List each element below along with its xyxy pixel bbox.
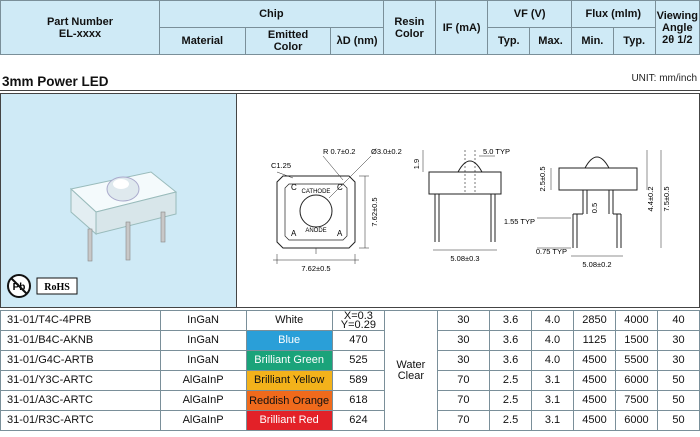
flux-typ-cell: 1500 (615, 331, 657, 351)
unit-label: UNIT: mm/inch (631, 73, 697, 84)
part-number-cell: 31-01/G4C-ARTB (1, 351, 161, 371)
header-vf-max: Max. (530, 28, 572, 55)
part-number-cell: 31-01/R3C-ARTC (1, 411, 161, 431)
flux-min-cell: 4500 (574, 371, 616, 391)
dimension-drawing-svg (237, 94, 699, 307)
svg-text:RoHS: RoHS (44, 282, 70, 293)
flux-typ-cell: 6000 (615, 411, 657, 431)
svg-text:7.5±0.5: 7.5±0.5 (662, 186, 671, 212)
viewing-angle-cell: 30 (657, 331, 699, 351)
header-vf-typ: Typ. (488, 28, 530, 55)
resin-color-cell: Water Clear (385, 311, 437, 431)
header-part-number: Part Number EL-xxxx (1, 1, 160, 55)
table-row (1, 391, 700, 411)
wavelength-cell: 470 (332, 331, 384, 351)
wavelength-cell: 525 (332, 351, 384, 371)
emitted-color-cell: Brilliant Green (246, 351, 332, 371)
svg-text:Pb: Pb (12, 282, 26, 293)
svg-text:7.62±0.5: 7.62±0.5 (301, 264, 331, 273)
header-flux-typ: Typ. (613, 28, 655, 55)
vf-typ-cell: 2.5 (490, 391, 532, 411)
flux-min-cell: 4500 (574, 411, 616, 431)
svg-text:1.9: 1.9 (412, 158, 421, 170)
section-title: 3mm Power LED (2, 74, 109, 89)
spec-data-body (1, 311, 700, 431)
svg-text:5.08±0.3: 5.08±0.3 (450, 254, 480, 263)
dimension-drawing (237, 94, 699, 307)
svg-text:Ø3.0±0.2: Ø3.0±0.2 (371, 147, 402, 156)
vf-typ-cell: 3.6 (490, 351, 532, 371)
header-flux-min: Min. (571, 28, 613, 55)
svg-text:CATHODE: CATHODE (301, 189, 331, 195)
svg-text:2.5±0.5: 2.5±0.5 (538, 166, 547, 192)
vf-max-cell: 4.0 (532, 351, 574, 371)
material-cell: AlGaInP (160, 411, 246, 431)
svg-text:4.4±0.2: 4.4±0.2 (646, 186, 655, 212)
flux-min-cell: 4500 (574, 351, 616, 371)
wavelength-cell: X=0.3 Y=0.29 (332, 311, 384, 331)
table-row (1, 311, 700, 331)
if-cell: 70 (437, 411, 489, 431)
top-view-drawing (273, 156, 371, 264)
part-number-cell: 31-01/Y3C-ARTC (1, 371, 161, 391)
header-viewing-angle: Viewing Angle 2θ 1/2 (655, 1, 699, 55)
svg-text:ANODE: ANODE (305, 228, 327, 234)
svg-text:R 0.7±0.2: R 0.7±0.2 (323, 147, 356, 156)
material-cell: AlGaInP (160, 371, 246, 391)
part-number-cell: 31-01/T4C-4PRB (1, 311, 161, 331)
side-view-drawing (423, 150, 501, 250)
if-cell: 30 (437, 351, 489, 371)
emitted-color-cell: White (246, 311, 332, 331)
emitted-color-cell: Brilliant Yellow (246, 371, 332, 391)
header-vf: VF (V) (488, 1, 572, 28)
svg-text:0.5: 0.5 (590, 202, 599, 214)
svg-text:7.62±0.5: 7.62±0.5 (370, 197, 379, 227)
header-resin-color: Resin Color (383, 1, 435, 55)
spec-data-table (0, 310, 700, 431)
flux-min-cell: 2850 (574, 311, 616, 331)
header-emitted-color: Emitted Color (245, 28, 331, 55)
svg-text:A: A (337, 229, 343, 238)
header-flux: Flux (mlm) (571, 1, 655, 28)
if-cell: 30 (437, 331, 489, 351)
led-product-image (1, 94, 236, 307)
pb-free-icon (8, 275, 30, 297)
emitted-color-cell: Reddish Orange (246, 391, 332, 411)
flux-typ-cell: 7500 (615, 391, 657, 411)
vf-typ-cell: 2.5 (490, 411, 532, 431)
vf-typ-cell: 3.6 (490, 331, 532, 351)
vf-max-cell: 4.0 (532, 331, 574, 351)
table-row (1, 411, 700, 431)
svg-text:C: C (337, 183, 343, 192)
svg-text:1.55 TYP: 1.55 TYP (503, 217, 535, 226)
viewing-angle-cell: 30 (657, 351, 699, 371)
material-cell: InGaN (160, 331, 246, 351)
part-number-cell: 31-01/B4C-AKNB (1, 331, 161, 351)
section-divider (0, 90, 700, 91)
part-number-cell: 31-01/A3C-ARTC (1, 391, 161, 411)
header-chip: Chip (159, 1, 383, 28)
if-cell: 70 (437, 371, 489, 391)
spec-header-table (0, 0, 700, 55)
material-cell: InGaN (160, 351, 246, 371)
svg-text:A: A (291, 229, 297, 238)
flux-typ-cell: 5500 (615, 351, 657, 371)
vf-typ-cell: 3.6 (490, 311, 532, 331)
material-cell: AlGaInP (160, 391, 246, 411)
svg-text:5.08±0.2: 5.08±0.2 (582, 260, 612, 269)
material-cell: InGaN (160, 311, 246, 331)
flux-min-cell: 4500 (574, 391, 616, 411)
emitted-color-cell: Blue (246, 331, 332, 351)
vf-max-cell: 3.1 (532, 371, 574, 391)
header-lambda: λD (nm) (331, 28, 383, 55)
emitted-color-cell: Brilliant Red (246, 411, 332, 431)
table-row (1, 331, 700, 351)
svg-text:5.0 TYP: 5.0 TYP (483, 147, 510, 156)
viewing-angle-cell: 50 (657, 371, 699, 391)
flux-min-cell: 1125 (574, 331, 616, 351)
viewing-angle-cell: 50 (657, 411, 699, 431)
wavelength-cell: 589 (332, 371, 384, 391)
wavelength-cell: 624 (332, 411, 384, 431)
front-view-drawing (537, 150, 661, 256)
header-if: IF (mA) (436, 1, 488, 55)
viewing-angle-cell: 40 (657, 311, 699, 331)
if-cell: 70 (437, 391, 489, 411)
header-material: Material (159, 28, 245, 55)
svg-text:C: C (291, 183, 297, 192)
if-cell: 30 (437, 311, 489, 331)
table-row (1, 371, 700, 391)
flux-typ-cell: 6000 (615, 371, 657, 391)
flux-typ-cell: 4000 (615, 311, 657, 331)
vf-max-cell: 3.1 (532, 411, 574, 431)
wavelength-cell: 618 (332, 391, 384, 411)
viewing-angle-cell: 50 (657, 391, 699, 411)
rohs-badge (37, 278, 77, 294)
vf-typ-cell: 2.5 (490, 371, 532, 391)
vf-max-cell: 4.0 (532, 311, 574, 331)
led-photo (1, 94, 237, 307)
table-row (1, 351, 700, 371)
svg-text:C1.25: C1.25 (271, 161, 292, 170)
vf-max-cell: 3.1 (532, 391, 574, 411)
figure-panel (0, 93, 700, 308)
svg-text:0.75 TYP: 0.75 TYP (535, 247, 567, 256)
